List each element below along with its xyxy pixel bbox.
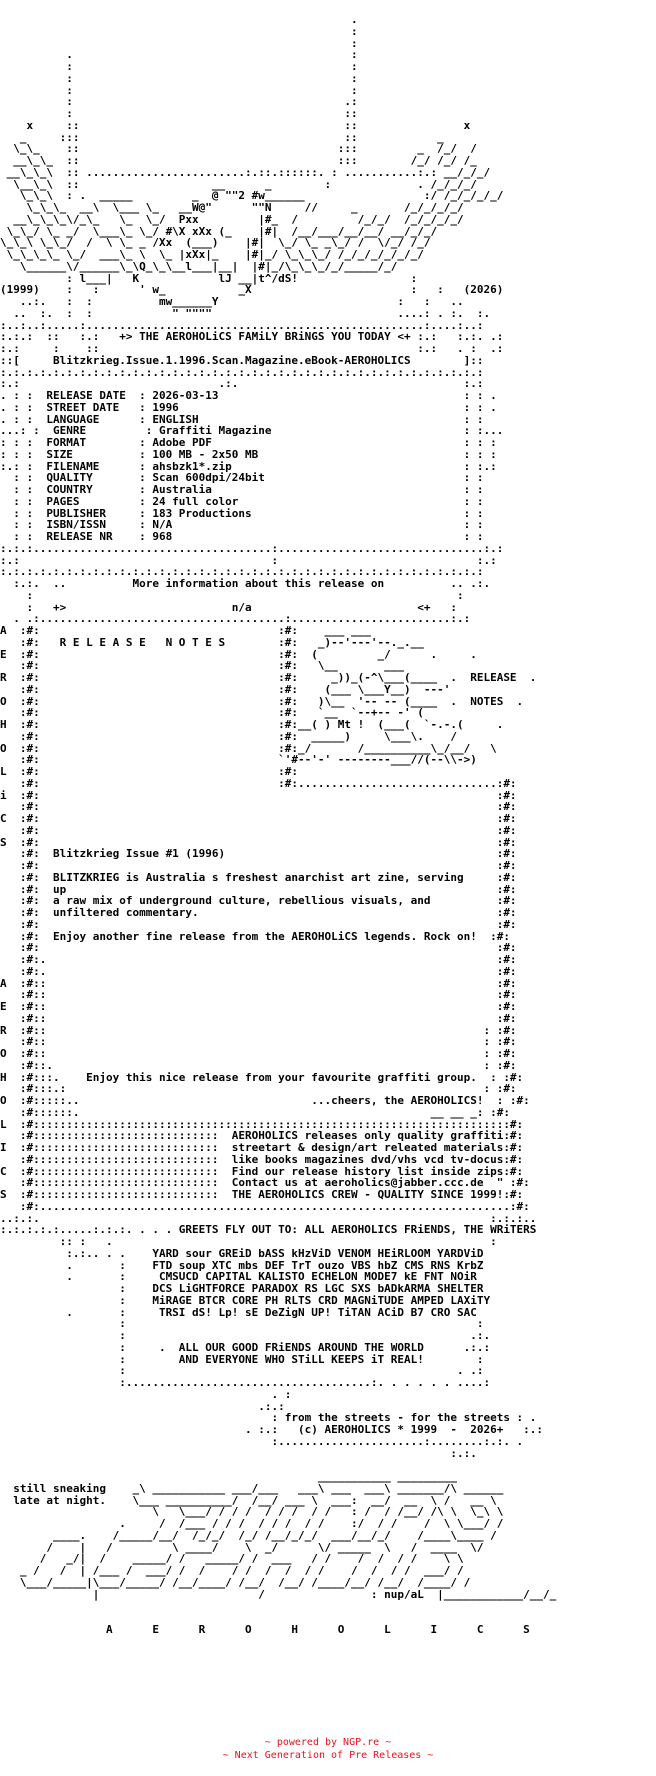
nfo-line: :..:..:.....:...................................................:....:..: (0, 318, 484, 332)
nfo-line: . .:.....................................:........................:.: (0, 612, 471, 626)
nfo-line: : DCS LiGHTFORCE PARADOX RS LGC SXS bADkARMA SHELTER (0, 1282, 484, 1295)
nfo-line: . : : LANGUAGE : ENGLISH : : (0, 412, 484, 426)
nfo-line: :.:. .. More information about this release on .. .:. (0, 577, 491, 590)
nfo-line: . : (0, 1387, 292, 1401)
nfo-line: :#:: :#: (0, 988, 517, 1002)
nfo-line: : : (0, 83, 358, 97)
nfo-line: __\_\_ :: ::: /_/ /_/ /_ (0, 154, 477, 167)
nfo-line: \_\_\ \_\_/ / \ \_ _ /Xx (___) |#| \_/ \_ _\_/ / \/_/ /_/ (0, 236, 431, 250)
nfo-line: \___/_____|\___/_____/ /__/____/ /__/ /__/ /____/__/ /__/ /____/ / (0, 1575, 471, 1589)
nfo-line: H :#: :#:__( ) Mt ! (___( `-.-.( . (0, 718, 504, 731)
nfo-line: C :#: :#: (0, 812, 517, 825)
nfo-line: A :#:: :#: (0, 976, 517, 990)
nfo-line: . :.: (c) AEROHOLICS * 1999 - 2026+ :.: (0, 1423, 544, 1436)
nfo-line: .:.: (0, 1399, 285, 1413)
nfo-line: late at night. \___ __________/ /__/ ___ \ ___: __/ __ \ / __ \ (0, 1493, 497, 1507)
nfo-line: :#: Enjoy another fine release from the AEROHOLiCS legends. Rock on! :#: (0, 929, 510, 943)
nfo-line: :#: :#: (0, 800, 517, 814)
nfo-line: : : : FORMAT : Adobe PDF : : : (0, 436, 497, 449)
nfo-line: . : : STREET DATE : 1996 : : . (0, 400, 497, 414)
nfo-line: :#:.......................................................................:#: (0, 1199, 530, 1213)
nfo-line: :.:.:.:.:.:.:.:.:.:.:.:.:.:.:.:.:.:.:.:.:.:.:.:.:.:.:.:.:.:.:.:.:.:.:.:.: (0, 565, 484, 579)
nfo-line: __\_\_\_\/_\_ \_ \_/ Pxx |#_ / /_/_/ /_/_/_/_/ (0, 212, 464, 226)
nfo-line: :#:. :#: (0, 964, 517, 978)
nfo-line: _ / / | /___ / ___/ / / / / / / / / / / / / ___/ / (0, 1564, 464, 1577)
nfo-line: ::[ Blitzkrieg.Issue.1.1996.Scan.Magazine.eBook-AEROHOLICS ]:: (0, 353, 484, 367)
nfo-line: (1999) : : ' w_ _X : : (2026) (0, 283, 504, 297)
nfo-line: . : CMSUCD CAPITAL KALISTO ECHELON MODE7 kE FNT NOiR (0, 1270, 477, 1284)
nfo-line: S :#: :#: (0, 835, 517, 849)
nfo-line: . / /___ / / / / / / / / :/ / / / \ \___/ / (0, 1517, 504, 1530)
nfo-line: : l___| K lJ __|t^/dS! : (0, 271, 418, 285)
nfo-line: ..:.:. :.:.:.. (0, 1211, 537, 1225)
nfo-line: / _/| / _____/ / _____/ / ___ / / / / / / \ \ (0, 1552, 464, 1566)
nfo-line: . : : RELEASE DATE : 2026-03-13 : : . (0, 389, 497, 402)
nfo-line: R :#: :#: _))_(-^\___(____ . RELEASE . (0, 671, 537, 684)
nfo-line: . : (0, 48, 358, 62)
nfo-line: : MiRAGE BTCR CORE PH RLTS CRD MAGNiTUDE AMPED LAXiTY (0, 1293, 491, 1307)
nfo-line: A :#: :#: ___ ___ (0, 624, 371, 637)
nfo-line: : (0, 24, 358, 38)
nfo-line: :#: :#: `__ `--+-- -' ( (0, 706, 424, 720)
nfo-line: :#:::::::::::::::::::::::::::: Contact us at aeroholics@jabber.ccc.de " :#: (0, 1176, 530, 1190)
nfo-line: ...: : GENRE : Graffiti Magazine : :... (0, 424, 504, 438)
nfo-line: :.: : FILENAME : ahsbzk1*.zip : :.: (0, 459, 497, 473)
nfo-line: :.: .:. :.: (0, 377, 484, 391)
nfo-line: . : TRSI dS! Lp! sE DeZigN UP! TiTAN ACiD B7 CRO SAC (0, 1305, 477, 1319)
nfo-line: :#: unfiltered commentary. :#: (0, 906, 517, 919)
nfo-line: :#:: :#: (0, 1011, 517, 1025)
nfo-line: :#:: : :#: (0, 1035, 517, 1049)
nfo-line: x :: :: x (0, 118, 471, 132)
nfo-line: :.: : :: :.: . : .: (0, 342, 504, 355)
nfo-line: : .:. (0, 1329, 491, 1342)
nfo-line: \_\_ :: ::: _ /_/ / (0, 142, 477, 156)
nfo-line: : (0, 36, 358, 50)
nfo-line: : : PAGES : 24 full color : : (0, 494, 484, 508)
nfo-line: : : RELEASE NR : 968 : : (0, 530, 484, 543)
nfo-line: \ \___/ / / / / / / / / : / / /__/ /\ \ \_\ \ (0, 1505, 504, 1519)
nfo-line: : : (0, 588, 464, 602)
nfo-line: :#:::.: : :#: (0, 1082, 517, 1096)
nfo-line: O :#: :#: )\__ '-- -- (____ . NOTES . (0, 694, 524, 708)
nfo-line: A E R O H O L I C S (0, 1622, 530, 1636)
nfo-line: :......................:........:.:. . (0, 1434, 524, 1448)
nfo-line: : : (0, 1317, 484, 1331)
nfo-line: __\_\_\ :: ........................:.::.::::::. : ...........:.: __/_/_/ (0, 165, 491, 179)
nfo-line: : : (0, 60, 358, 73)
nfo-line: \______\/______\_\Q_\_\__l___|__| |#|_/\_\_\_/_/_____/_/ (0, 259, 398, 273)
nfo-line: :#:::::::::::::::::::::::::::: like books magazines dvd/vhs vcd tv-docus:#: (0, 1152, 524, 1166)
nfo-line: : from the streets - for the streets : . (0, 1411, 537, 1425)
nfo-line: : : ISBN/ISSN : N/A : : (0, 518, 484, 532)
nfo-line: :#:::::::::::::::::::::::::::: AEROHOLICS releases only quality graffiti:#: (0, 1129, 524, 1143)
nfo-line: : : (0, 71, 358, 85)
nfo-line: :.:.. . . YARD sour GREiD bASS kHzViD VENOM HEiRLOOM YARDViD (0, 1246, 484, 1260)
nfo-line: L :#: :#: (0, 765, 299, 778)
nfo-line: :#: R E L E A S E N O T E S :#: _)--'---'--._.__ (0, 635, 424, 649)
nfo-line: : : PUBLISHER : 183 Productions : : (0, 506, 484, 520)
nfo-line: . (0, 14, 358, 26)
nfo-line: _ ::: :: _ (0, 130, 444, 144)
nfo-line: :#: :#: (0, 941, 517, 955)
nfo-line: :#::::::. __ __ _: :#: (0, 1105, 510, 1119)
nfo-line: :.:.:.:.:.....:.:.:. . . . GREETS FLY OUT TO: ALL AEROHOLICS FRiENDS, THE WRiTERS (0, 1223, 537, 1237)
nfo-line: . : FTD soup XTC mbs DEF TrT ouzo VBS hbZ CMS RNS KrbZ (0, 1258, 484, 1272)
nfo-line: :#: :#: (0, 823, 517, 837)
nfo-line: \_\_/ \_ _/ \___\_ \_/ #\X xXx (_ |#| /__/___/__/__/ __/_/_/ (0, 224, 438, 238)
nfo-line: E :#:: :#: (0, 1000, 517, 1013)
nfo-line: :#: :#:..............................:#: (0, 776, 517, 790)
nfo-line: L :#::::::::::::::::::::::::::::::::::::::::::::::::::::::::::::::::::::::::#: (0, 1117, 524, 1131)
nfo-line: \_\_\_\_ \_/ ___\_ \ \_ |xXx|_ |#|_/ \_\_\_/ /_/_/_/_/_/_/ (0, 248, 424, 261)
nfo-line: :#::. : :#: (0, 1058, 517, 1072)
nfo-line: :.:. (0, 1446, 477, 1460)
nfo-line: :.:.:....................................:...............................:.: (0, 541, 504, 555)
nfo-line: \__\_\ :: __ _ : . /_/_/_/ (0, 177, 477, 191)
nfo-line: : :: (0, 107, 358, 120)
nfo-line: : AND EVERYONE WHO STiLL KEEPS iT REAL! : (0, 1352, 484, 1366)
nfo-line: :#: :#: (0, 917, 517, 931)
nfo-line: O :#: :#:_/ /__________\_/__/ \ (0, 741, 497, 755)
nfo-line: : .: (0, 95, 358, 109)
powered-by-link[interactable]: ~ powered by NGP.re ~ (264, 1737, 392, 1748)
nfo-line: :#: BLITZKRIEG is Australia s freshest anarchist art zine, serving :#: (0, 870, 517, 884)
nfo-line: ____. /_____/__/ /_/_/ /_/ /__/_/_/ ___/__/_/ /____\____ / (0, 1528, 497, 1542)
nfo-line: ..:. : : mw______Y : : .. (0, 295, 464, 308)
nfo-line: :.:.:.:.:.:.:.:.:.:.:.:.:.:.:.:.:.:.:.:.:.:.:.:.:.:.:.:.:.:.:.:.:.:.:.:.: (0, 365, 484, 379)
nfo-line: | / : nup/aL |____________/__/_ (0, 1587, 557, 1601)
nfo-line: :#:. :#: (0, 953, 517, 966)
nfo-line: \_\_\_ __\ \___ \_ __W@" ""N // _ /_/_/_/_/ (0, 201, 464, 214)
nfo-line: :: : . : (0, 1235, 497, 1248)
nfo-line: O :#:: : :#: (0, 1047, 517, 1060)
nfo-line: : . ALL OUR GOOD FRiENDS AROUND THE WORLD .:.: (0, 1340, 491, 1354)
nfo-line: C :#:::::::::::::::::::::::::::: Find our release history list inside zips:#: (0, 1164, 524, 1178)
nfo-line: still sneaking _\ ___________ ___/___ ___\ ___ ___\ _______/\ ______ (0, 1481, 504, 1495)
nfo-line: O :#:::::.. ...cheers, the AEROHOLICS! : :#: (0, 1094, 530, 1107)
nfo-line: :#: :#: (___ \___Y__) ---' (0, 682, 451, 696)
tagline: ~ Next Generation of Pre Releases ~ (222, 1750, 434, 1761)
nfo-line: : . .: (0, 1364, 484, 1378)
nfo-ascii-art (0, 14, 656, 1636)
nfo-line: :.....................................:. . . . . . ....: (0, 1376, 491, 1389)
nfo-line: :#: :#: _____) \___\. / (0, 729, 457, 743)
nfo-line: I :#:::::::::::::::::::::::::::: streetart & design/art releated materials:#: (0, 1141, 524, 1154)
nfo-line: / | / \ ____/ \ _/ \/ _____ \ / ____ \/ (0, 1540, 484, 1554)
nfo-line: .. :. : : " """" ....: . :. :. (0, 306, 491, 320)
nfo-line: :.:.: :: :.: +> THE AEROHOLiCS FAMiLY BRiNGS YOU TODAY <+ :.: :.:. .: (0, 330, 504, 344)
nfo-line: :#: `'#--'-' --------___//(--\\->) (0, 753, 477, 767)
nfo-line: S :#:::::::::::::::::::::::::::: THE AEROHOLICS CREW - QUALITY SINCE 1999!:#: (0, 1188, 524, 1201)
nfo-line: :#: :#: (0, 859, 517, 872)
nfo-line: :.: : :.: (0, 553, 497, 567)
nfo-line: :#: Blitzkrieg Issue #1 (1996) :#: (0, 847, 517, 861)
nfo-line: \_\_\ : . _____ _ @ ""2 #w______ :/ /_/_/_/_/ (0, 189, 504, 203)
nfo-line: : : QUALITY : Scan 600dpi/24bit : : (0, 471, 484, 485)
footer (0, 1736, 656, 1762)
nfo-line: :#: up :#: (0, 882, 517, 896)
nfo-line: :#: a raw mix of underground culture, rebellious visuals, and :#: (0, 894, 517, 908)
nfo-line: : : : SIZE : 100 MB - 2x50 MB : : : (0, 447, 497, 461)
nfo-line: H :#:::. Enjoy this nice release from your favourite graffiti group. : :#: (0, 1070, 524, 1084)
nfo-line: : +> n/a <+ : (0, 600, 457, 614)
nfo-line: :#: :#: \__ ___ (0, 659, 404, 673)
nfo-line: R :#:: : :#: (0, 1023, 517, 1037)
nfo-line: E :#: :#: ( _/ . . (0, 647, 477, 661)
nfo-line: ___________ _________ (0, 1470, 457, 1483)
nfo-line: : : COUNTRY : Australia : : (0, 483, 484, 496)
nfo-line: i :#: :#: (0, 788, 517, 802)
